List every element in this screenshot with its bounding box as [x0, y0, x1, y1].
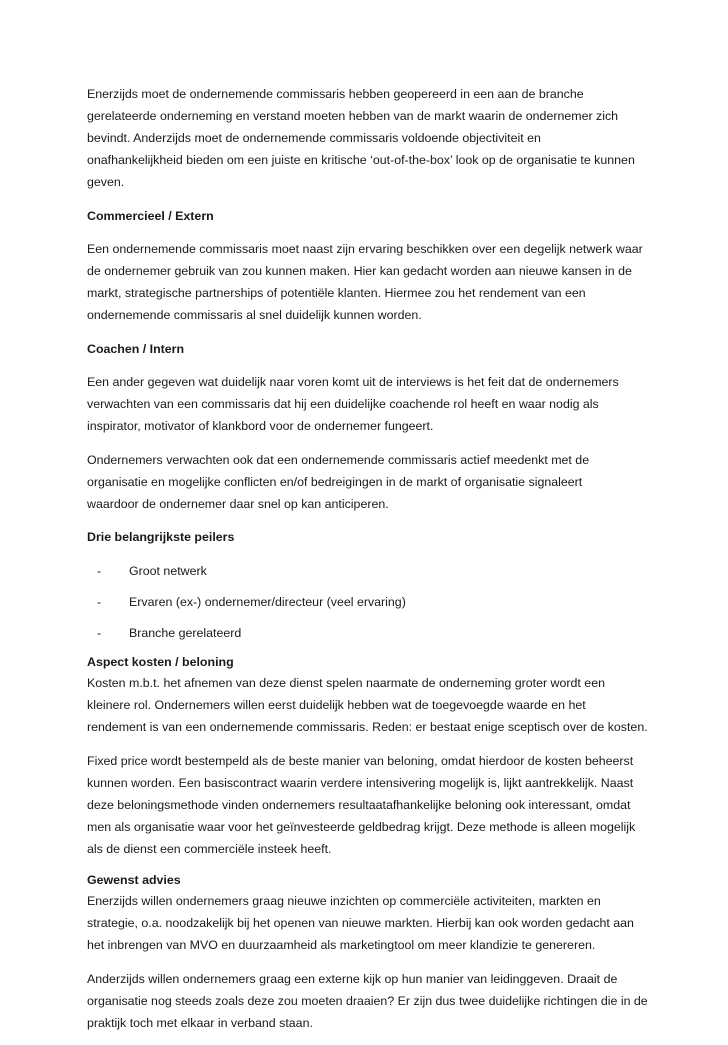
paragraph-beloning [87, 750, 652, 860]
heading-peilers: Drie belangrijkste peilers [87, 530, 235, 544]
text-line: inspirator, motivator of klankbord voor de ondernemer fungeert. [87, 419, 434, 433]
text-line: waardoor de ondernemer daar snel op kan anticiperen. [87, 496, 389, 511]
paragraph-meedenken [87, 449, 652, 515]
heading-advies: Gewenst advies [87, 873, 181, 888]
paragraph-netwerk [87, 238, 652, 326]
text-line: gerelateerde onderneming en verstand moeten hebben van de markt waarin de ondernemer zich [87, 109, 619, 123]
list-item-text: Branche gerelateerd [129, 626, 242, 641]
text-line: ondernemende commissaris al snel duidelijk kunnen worden. [87, 308, 422, 322]
text-line: Enerzijds moet de ondernemende commissaris hebben geopereerd in een aan de branche [87, 87, 584, 101]
text-line: organisatie en mogelijke conflicten en/of bedreigingen in de markt of organisatie signaleert [87, 474, 583, 489]
list-item [87, 560, 652, 582]
list-dash: - [97, 626, 102, 641]
list-dash: - [97, 563, 102, 578]
text-line: als de dienst een commerciële insteek heeft. [87, 841, 332, 856]
text-line: Een ondernemende commissaris moet naast zijn ervaring beschikken over een degelijk netwerk waar [87, 242, 643, 256]
text-line: Anderzijds willen ondernemers graag een externe kijk op hun manier van leidinggeven. Draait de [87, 971, 618, 986]
text-line: onafhankelijkheid bieden om een juiste en kritische ‘out-of-the-box’ look op de organisatie te kunnen [87, 153, 635, 167]
text-line: verwachten van een commissaris dat hij een duidelijke coachende rol heeft en waar nodig als [87, 397, 599, 411]
text-line: Ondernemers verwachten ook dat een ondernemende commissaris actief meedenkt met de [87, 452, 590, 467]
paragraph-inzichten [87, 890, 652, 956]
text-line: rendement is van een ondernemende commissaris. Reden: er bestaat enige sceptisch over de kosten. [87, 720, 648, 735]
paragraph-coaching [87, 371, 652, 437]
text-line: Een ander gegeven wat duidelijk naar voren komt uit de interviews is het feit dat de ondernemers [87, 375, 619, 389]
paragraph-kosten [87, 672, 652, 738]
list-dash: - [97, 594, 102, 609]
list-item-text: Groot netwerk [129, 563, 207, 578]
paragraph-leidinggeven [87, 968, 652, 1034]
text-line: kleinere rol. Ondernemers willen eerst duidelijk hebben wat de toegevoegde waarde en het [87, 698, 586, 713]
document-body [87, 83, 652, 1045]
text-line: organisatie nog steeds zoals deze zou moeten draaien? Er zijn dus twee duidelijke richtingen die in de [87, 993, 648, 1008]
text-line: het inbrengen van MVO en duurzaamheid als marketingtool om meer klandizie te genereren. [87, 938, 596, 953]
heading-kosten: Aspect kosten / beloning [87, 655, 234, 670]
text-line: bevindt. Anderzijds moet de ondernemende commissaris voldoende objectiviteit en [87, 131, 541, 145]
list-item-text: Ervaren (ex-) ondernemer/directeur (veel ervaring) [129, 594, 406, 609]
text-line: praktijk toch met elkaar in verband staan. [87, 1015, 313, 1030]
text-line: Fixed price wordt bestempeld als de beste manier van beloning, omdat hierdoor de kosten beheerst [87, 753, 634, 768]
text-line: Kosten m.b.t. het afnemen van deze dienst spelen naarmate de onderneming groter wordt een [87, 676, 605, 691]
peilers-list [87, 560, 652, 645]
list-item [87, 622, 652, 644]
text-line: de ondernemer gebruik van zou kunnen maken. Hier kan gedacht worden aan nieuwe kansen in de [87, 264, 632, 278]
text-line: kunnen worden. Een basiscontract waarin verdere intensivering mogelijk is, lijkt aantrekkelijk. Naast [87, 775, 634, 790]
text-line: geven. [87, 175, 125, 189]
heading-coachen: Coachen / Intern [87, 341, 185, 356]
heading-commercieel: Commercieel / Extern [87, 208, 214, 223]
text-line: markt, strategische partnerships of potentiële klanten. Hiermee zou het rendement van een [87, 286, 586, 300]
paragraph-intro [87, 83, 652, 193]
list-item [87, 591, 652, 613]
text-line: Enerzijds willen ondernemers graag nieuwe inzichten op commerciële activiteiten, markten en [87, 894, 601, 909]
text-line: strategie, o.a. noodzakelijk bij het openen van nieuwe markten. Hierbij kan ook worden gedacht aan [87, 916, 634, 931]
text-line: deze beloningsmethode vinden ondernemers resultaatafhankelijke beloning ook interessant, omdat [87, 797, 631, 812]
text-line: men als organisatie waar voor het geïnvesteerde geldbedrag krijgt. Deze methode is alleen mogelijk [87, 819, 636, 834]
